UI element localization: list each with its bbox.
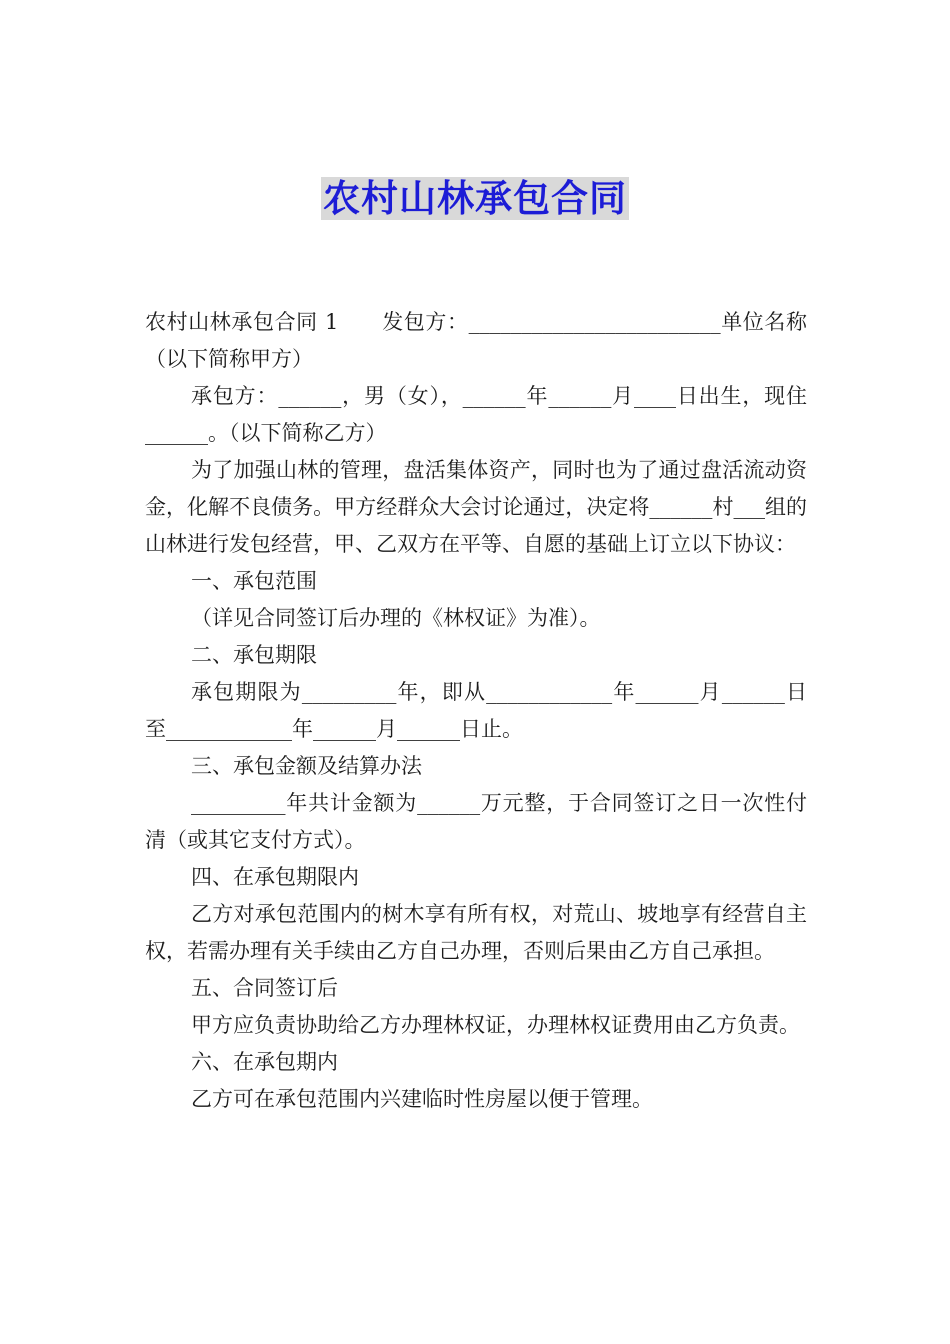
section-heading-scope: 一、承包范围	[191, 569, 317, 593]
after-signing-paragraph: 甲方应负责协助给乙方办理林权证，办理林权证费用由乙方负责。	[191, 1013, 800, 1037]
section-heading-term: 二、承包期限	[191, 643, 317, 667]
document-title	[0, 172, 950, 226]
during-term-paragraph: 乙方可在承包范围内兴建临时性房屋以便于管理。	[191, 1087, 653, 1111]
scope-paragraph: （详见合同签订后办理的《林权证》为准）。	[191, 606, 601, 630]
section-heading-after-signing: 五、合同签订后	[191, 976, 338, 1000]
document-title-text: 农村山林承包合同	[323, 177, 627, 220]
contract-header-paragraph: 农村山林承包合同 1 发包方：________________________单位名称（以下简称甲方）	[145, 310, 807, 371]
document-body	[145, 304, 807, 1118]
section-heading-during-term: 六、在承包期内	[191, 1050, 338, 1074]
rights-paragraph: 乙方对承包范围内的树木享有所有权，对荒山、坡地享有经营自主权，若需办理有关手续由乙方自己办理，否则后果由乙方自己承担。	[145, 902, 807, 963]
amount-paragraph: _________年共计金额为______万元整，于合同签订之日一次性付清（或其它支付方式）。	[145, 791, 807, 852]
term-paragraph: 承包期限为_________年，即从____________年______月______日至____________年______月______日止。	[145, 680, 807, 741]
section-heading-amount: 三、承包金额及结算办法	[191, 754, 422, 778]
section-heading-rights: 四、在承包期限内	[191, 865, 359, 889]
contractor-paragraph: 承包方：______，男（女），______年______月____日出生，现住______。（以下简称乙方）	[145, 384, 807, 445]
purpose-paragraph: 为了加强山林的管理，盘活集体资产，同时也为了通过盘活流动资金，化解不良债务。甲方经群众大会讨论通过，决定将______村___组的山林进行发包经营，甲、乙双方在平等、自愿的基础上订立以下协议：	[145, 458, 807, 556]
